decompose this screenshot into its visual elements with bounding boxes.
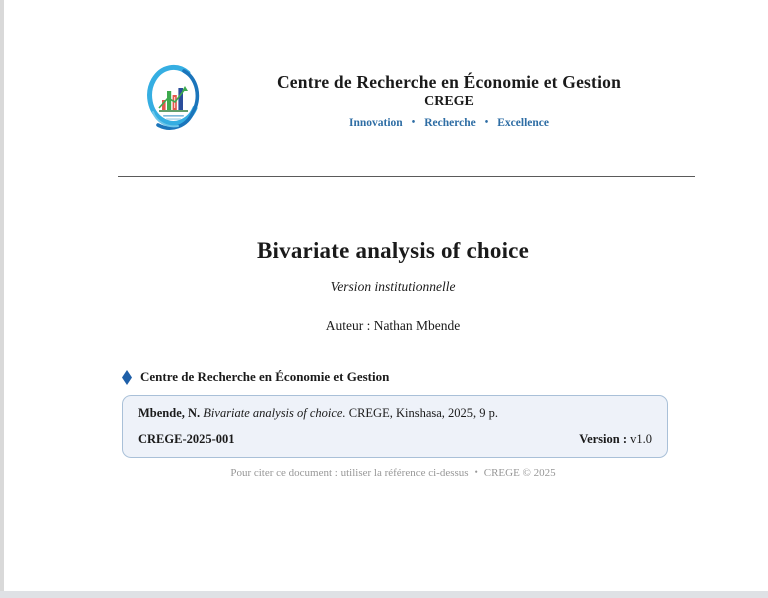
section-heading [122, 369, 389, 385]
version-value: v1.0 [630, 432, 652, 446]
footer-copyright: CREGE © 2025 [483, 467, 556, 479]
citation-work-title: Bivariate analysis of choice. [203, 406, 346, 420]
title-block [118, 238, 668, 334]
org-abbreviation: CREGE [424, 94, 474, 110]
tagline-separator: • [411, 117, 416, 129]
document-subtitle: Version institutionnelle [330, 279, 456, 294]
crege-logo-icon [144, 64, 202, 136]
tagline-word-2: Recherche [424, 117, 476, 130]
footer-separator: • [474, 467, 478, 477]
tagline-word-1: Innovation [349, 117, 403, 130]
document-author-line: Auteur : Nathan Mbende [325, 318, 461, 333]
tagline-word-3: Excellence [497, 117, 549, 130]
version-label: Version : [579, 432, 627, 446]
org-tagline [202, 117, 696, 129]
reference-code: CREGE-2025-001 [138, 432, 235, 446]
section-heading-label: Centre de Recherche en Économie et Gestion [140, 369, 390, 384]
org-name: Centre de Recherche en Économie et Gestion [276, 72, 622, 92]
citation-publication-info: CREGE, Kinshasa, 2025, 9 p. [348, 406, 499, 420]
page-left-edge [0, 0, 4, 598]
citation-author: Mbende, N. [138, 406, 201, 420]
tagline-separator: • [484, 117, 489, 129]
footer-cite-note: Pour citer ce document : utiliser la référence ci-dessus [230, 467, 469, 479]
page-footer [118, 467, 668, 479]
version-info [579, 432, 652, 447]
document-header [144, 64, 696, 136]
org-identity [202, 64, 696, 129]
diamond-icon [122, 370, 132, 385]
header-divider [118, 176, 695, 177]
citation-reference-line [138, 406, 652, 421]
citation-meta-line [138, 432, 652, 447]
document-title: Bivariate analysis of choice [257, 238, 529, 263]
page-bottom-edge [0, 591, 768, 598]
citation-box [122, 395, 668, 458]
